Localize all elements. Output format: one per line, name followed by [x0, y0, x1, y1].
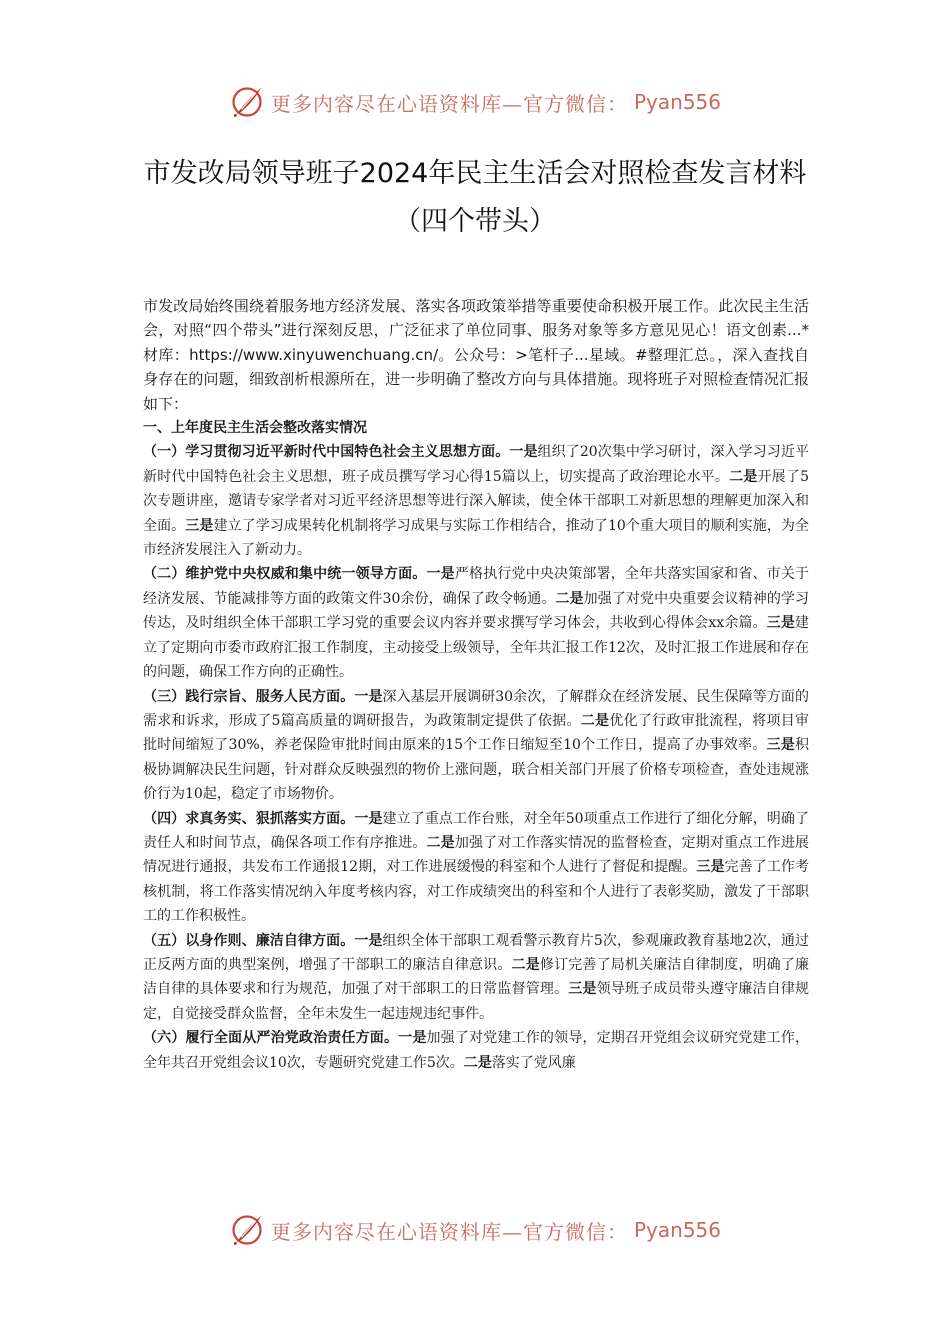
point-text: 深入基层开展调研30余次，了解群众在经济发展、民生保障等方面的需求和诉求，形成了5篇高质量的调研报告，为政策制定提供了依据。 [143, 688, 809, 729]
watermark-text: 更多内容尽在心语资料库—官方微信： [270, 1219, 628, 1244]
point-lead: 三是 [185, 517, 214, 534]
point-lead: 二是 [426, 834, 455, 851]
point-lead: 三是 [766, 615, 796, 632]
subsection-heading: （六）履行全面从严治党政治责任方面。 [143, 1030, 399, 1047]
point-text: 加强了对党中央重要会议精神的学习传达，及时组织全体干部职工学习党的重要会议内容并要求撰写学习体会，共收到心得体会xx余篇。 [143, 590, 810, 632]
point-text: 组织了20次集中学习研讨，深入学习习近平新时代中国特色社会主义思想，班子成员撰写学习心得15篇以上，切实提高了政治理论水平。 [143, 444, 809, 485]
subsection-heading: （二）维护党中央权威和集中统一领导方面。 [143, 566, 427, 583]
section-paragraph-6 [143, 1026, 809, 1075]
point-lead: 三是 [568, 981, 597, 998]
point-lead: 三是 [696, 859, 725, 876]
point-text: 建立了学习成果转化机制将学习成果与实际工作相结合，推动了10个重大项目的顺利实施，为全市经济发展注入了新动力。 [143, 517, 810, 559]
subsection-heading: （三）践行宗旨、服务人民方面。 [143, 688, 355, 705]
point-lead: 一是 [398, 1030, 427, 1047]
section-paragraph-4 [143, 807, 809, 929]
point-text: 修订完善了局机关廉洁自律制度，明确了廉洁自律的具体要求和行为规范，加强了对干部职工的日常监督管理。 [143, 956, 810, 998]
point-text: 加强了对党建工作的领导，定期召开党组会议研究党建工作，全年共召开党组会议10次，专题研究党建工作5次。 [143, 1030, 810, 1071]
point-text: 建立了重点工作台账，对全年50项重点工作进行了细化分解，明确了责任人和时间节点，确保各项工作有序推进。 [143, 810, 809, 851]
point-lead: 二是 [580, 712, 610, 729]
subsection-heading: （四）求真务实、狠抓落实方面。 [143, 810, 355, 827]
section-paragraph-5 [143, 929, 809, 1027]
intro-paragraph: 市发改局始终围绕着服务地方经济发展、落实各项政策举措等重要使命积极开展工作。此次民主生活会，对照“四个带头”进行深刻反思，广泛征求了单位同事、服务对象等多方意见见心！语文创素...*材库：https://www.xinyuwenchuang.cn/。公众号：>笔杆子...星域。#整理汇总。，深入查找自身存在的问题，细致剖析根源所在，进一步明确了整改方向与具体措施。现将班子对照检查情况汇报如下： [143, 297, 809, 413]
watermark-footer [0, 1208, 950, 1252]
point-lead: 一是 [426, 566, 455, 583]
watermark-header [0, 80, 950, 124]
point-lead: 三是 [766, 737, 795, 754]
document-title: 市发改局领导班子2024年民主生活会对照检查发言材料（四个带头） [143, 158, 807, 237]
point-text: 严格执行党中央决策部署，全年共落实国家和省、市关于经济发展、节能减排等方面的政策文件30余份，确保了政令畅通。 [143, 566, 810, 607]
watermark-text: 更多内容尽在心语资料库—官方微信： [270, 91, 628, 116]
point-text: 优化了行政审批流程，将项目审批时间缩短了30%，养老保险审批时间由原来的15个工作日缩短至10个工作日，提高了办事效率。 [143, 712, 810, 754]
point-text: 开展了5次专题讲座，邀请专家学者对习近平经济思想等进行深入解读，使全体干部职工对新思想的理解更加深入和全面。 [143, 468, 809, 534]
point-text: 组织全体干部职工观看警示教育片5次，参观廉政教育基地2次，通过正反两方面的典型案例，增强了干部职工的廉洁自律意识。 [143, 932, 810, 973]
point-text: 积极协调解决民生问题，针对群众反映强烈的物价上涨问题，联合相关部门开展了价格专项检查，查处违规涨价行为10起，稳定了市场物价。 [143, 737, 809, 803]
section-paragraph-2 [143, 562, 809, 684]
section-paragraph-1 [143, 440, 809, 562]
point-text: 落实了党风廉 [491, 1054, 576, 1071]
point-lead: 一是 [509, 444, 538, 461]
point-text: 加强了对工作落实情况的监督检查，定期对重点工作进展情况进行通报，共发布工作通报12期，对工作进展缓慢的科室和个人进行了督促和提醒。 [143, 834, 810, 876]
point-lead: 二是 [555, 590, 584, 607]
subsection-heading: （一）学习贯彻习近平新时代中国特色社会主义思想方面。 [143, 444, 510, 461]
point-lead: 一是 [354, 932, 383, 949]
watermark-handle: Pyan556 [633, 90, 721, 114]
section-paragraph-3 [143, 685, 809, 807]
point-text: 领导班子成员带头遵守廉洁自律规定，自觉接受群众监督，全年未发生一起违规违纪事件。 [143, 981, 810, 1022]
point-lead: 二是 [463, 1054, 492, 1071]
section-heading: 一、上年度民主生活会整改落实情况 [143, 420, 367, 437]
point-lead: 一是 [354, 810, 383, 827]
watermark-handle: Pyan556 [633, 1218, 721, 1242]
point-lead: 二是 [729, 468, 758, 485]
subsection-heading: （五）以身作则、廉洁自律方面。 [143, 932, 355, 949]
point-text: 完善了工作考核机制，将工作落实情况纳入年度考核内容，对工作成绩突出的科室和个人进行了表彰奖励，激发了干部职工的工作积极性。 [143, 859, 810, 925]
document-body [143, 294, 809, 1075]
quill-logo-icon [229, 1212, 265, 1248]
point-text: 建立了定期向市委市政府汇报工作制度，主动接受上级领导，全年共汇报工作12次，及时汇报工作进展和存在的问题，确保工作方向的正确性。 [143, 615, 810, 681]
quill-logo-icon [229, 84, 265, 120]
point-lead: 一是 [354, 688, 383, 705]
point-lead: 二是 [511, 956, 540, 973]
